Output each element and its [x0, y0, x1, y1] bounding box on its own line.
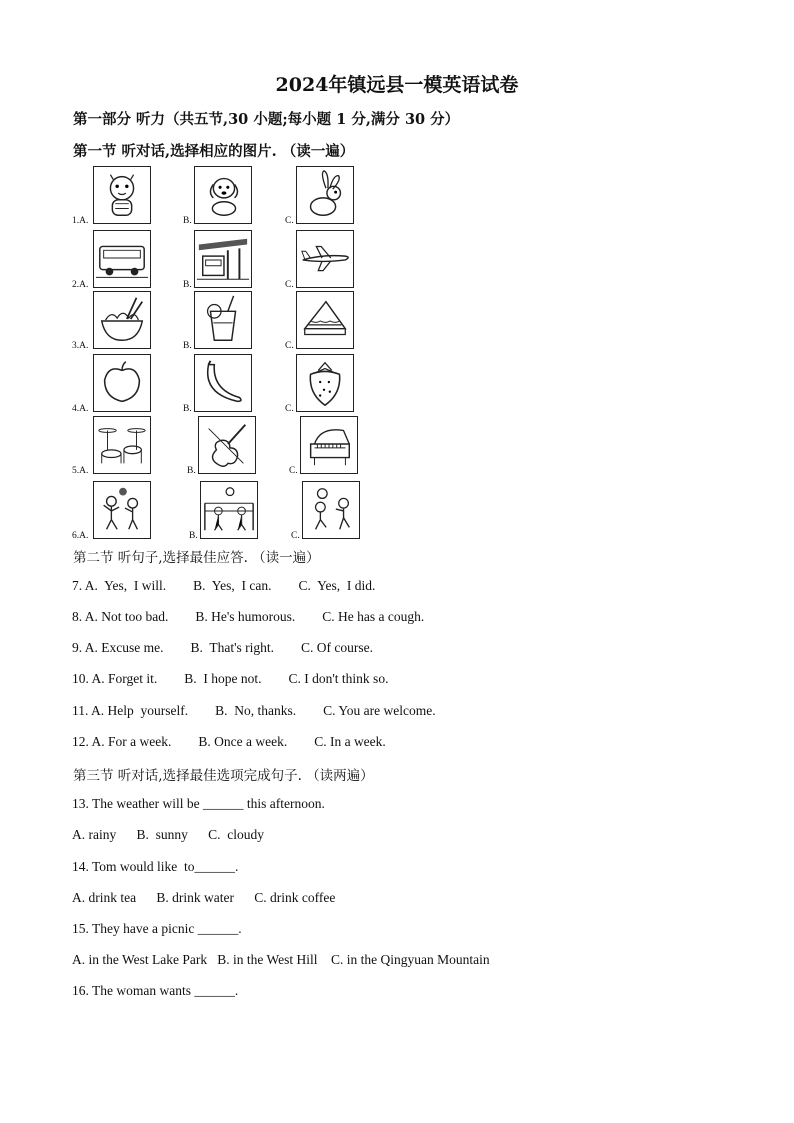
question-stem: 13. The weather will be ______ this afternoon.	[72, 796, 325, 811]
rabbit-icon[interactable]	[296, 166, 354, 224]
option-label: C.	[285, 341, 294, 351]
basketball-icon[interactable]	[93, 481, 151, 539]
question-stem: 14. Tom would like to______.	[72, 859, 239, 874]
juice-icon[interactable]	[194, 291, 252, 349]
tiger-icon[interactable]	[93, 166, 151, 224]
piano-icon[interactable]	[300, 416, 358, 474]
question-stem: 15. They have a picnic ______.	[72, 921, 242, 936]
picture-row	[72, 481, 372, 541]
option-label: B.	[183, 341, 192, 351]
drums-icon[interactable]	[93, 416, 151, 474]
picture-row	[72, 416, 372, 476]
answer-options: A. rainy B. sunny C. cloudy	[72, 827, 264, 842]
soccer-icon[interactable]	[302, 481, 360, 539]
sandwich-icon[interactable]	[296, 291, 354, 349]
option-label: C.	[289, 466, 298, 476]
question-line: 10. A. Forget it. B. I hope not. C. I don't think so.	[72, 671, 389, 686]
strawberry-icon[interactable]	[296, 354, 354, 412]
puppy-icon[interactable]	[194, 166, 252, 224]
answer-options: A. in the West Lake Park B. in the West Hill C. in the Qingyuan Mountain	[72, 952, 490, 967]
picture-row	[72, 354, 372, 414]
section2-heading: 第二节 听句子,选择最佳应答. （读一遍）	[73, 550, 320, 566]
option-label: 2.A.	[72, 280, 89, 290]
salad-icon[interactable]	[93, 291, 151, 349]
option-label: B.	[183, 280, 192, 290]
question-stem: 16. The woman wants ______.	[72, 983, 239, 998]
answer-options: A. drink tea B. drink water C. drink coffee	[72, 890, 336, 905]
page-title: 2024年镇远县一模英语试卷	[275, 74, 519, 96]
option-label: C.	[291, 531, 300, 541]
option-label: 3.A.	[72, 341, 89, 351]
option-label: C.	[285, 216, 294, 226]
train-icon[interactable]	[194, 230, 252, 288]
question-line: 8. A. Not too bad. B. He's humorous. C. He has a cough.	[72, 609, 425, 624]
option-label: B.	[189, 531, 198, 541]
question-line: 11. A. Help yourself. B. No, thanks. C. You are welcome.	[72, 703, 436, 718]
part-heading: 第一部分 听力（共五节,30 小题;每小题 1 分,满分 30 分）	[73, 111, 460, 128]
option-label: B.	[183, 404, 192, 414]
apple-icon[interactable]	[93, 354, 151, 412]
section3-heading: 第三节 听对话,选择最佳选项完成句子. （读两遍）	[73, 768, 374, 784]
question-line: 12. A. For a week. B. Once a week. C. In a week.	[72, 734, 386, 749]
bus-icon[interactable]	[93, 230, 151, 288]
option-label: C.	[285, 280, 294, 290]
picture-row	[72, 230, 372, 290]
airplane-icon[interactable]	[296, 230, 354, 288]
section1-heading: 第一节 听对话,选择相应的图片. （读一遍）	[73, 143, 355, 160]
picture-row	[72, 166, 372, 226]
banana-icon[interactable]	[194, 354, 252, 412]
option-label: B.	[183, 216, 192, 226]
violin-icon[interactable]	[198, 416, 256, 474]
option-label: 5.A.	[72, 466, 89, 476]
option-label: 4.A.	[72, 404, 89, 414]
option-label: 6.A.	[72, 531, 89, 541]
question-line: 9. A. Excuse me. B. That's right. C. Of course.	[72, 640, 374, 655]
option-label: 1.A.	[72, 216, 89, 226]
question-line: 7. A. Yes, I will. B. Yes, I can. C. Yes, I did.	[72, 578, 376, 593]
volleyball-icon[interactable]	[200, 481, 258, 539]
option-label: B.	[187, 466, 196, 476]
option-label: C.	[285, 404, 294, 414]
picture-row	[72, 291, 372, 351]
